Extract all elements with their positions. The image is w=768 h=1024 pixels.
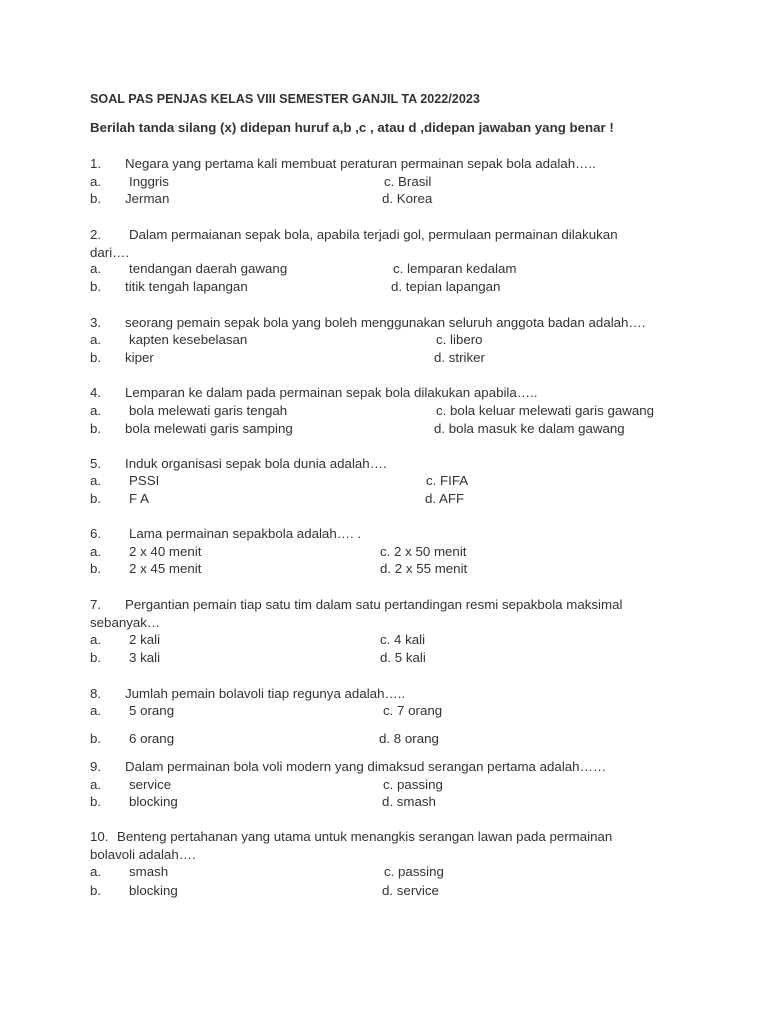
option-letter: b. [90, 883, 102, 898]
option-c[interactable] [383, 702, 442, 720]
option-d-text: d. bola masuk ke dalam gawang [434, 421, 625, 436]
option-letter: a. [90, 544, 102, 559]
option-d-text: d. Korea [382, 191, 433, 206]
option-letter: b. [90, 350, 102, 365]
option-d-text: d. smash [382, 794, 436, 809]
question-number: 4. [90, 385, 102, 400]
option-d-text: d. 5 kali [380, 650, 426, 665]
option-d-text: d. AFF [425, 491, 465, 506]
option-c-text: c. 7 orang [383, 703, 443, 718]
option-d[interactable] [425, 490, 464, 508]
option-b[interactable] [90, 490, 690, 508]
option-d[interactable] [391, 278, 500, 296]
question-7 [90, 596, 622, 631]
option-letter: b. [90, 491, 102, 506]
option-letter: b. [90, 650, 102, 665]
option-letter: a. [90, 864, 102, 879]
option-a-text: service [129, 777, 172, 792]
question-number: 3. [90, 315, 102, 330]
option-letter: b. [90, 421, 102, 436]
question-number: 7. [90, 597, 102, 612]
option-d[interactable] [379, 730, 439, 748]
question-9 [90, 758, 606, 776]
option-d[interactable] [382, 793, 436, 811]
option-a-text: smash [129, 864, 169, 879]
option-d-text: d. 8 orang [379, 731, 439, 746]
option-b-text: titik tengah lapangan [125, 279, 248, 294]
question-2 [90, 226, 618, 261]
option-d[interactable] [380, 649, 426, 667]
option-d-text: d. striker [434, 350, 485, 365]
option-letter: b. [90, 561, 102, 576]
option-d-text: d. 2 x 55 menit [380, 561, 468, 576]
option-letter: a. [90, 174, 102, 189]
option-letter: a. [90, 403, 102, 418]
question-text: Lama permainan sepakbola adalah…. . [129, 526, 362, 541]
option-a-text: PSSI [129, 473, 160, 488]
page-title: SOAL PAS PENJAS KELAS VIII SEMESTER GANJIL TA 2022/2023 [90, 92, 480, 106]
option-letter: b. [90, 191, 102, 206]
question-text: Jumlah pemain bolavoli tiap regunya adalah….. [125, 686, 406, 701]
option-b-text: blocking [129, 883, 178, 898]
option-a-text: kapten kesebelasan [129, 332, 248, 347]
question-number: 8. [90, 686, 102, 701]
option-c-text: c. passing [383, 777, 443, 792]
option-a[interactable] [90, 260, 690, 278]
option-a-text: 5 orang [129, 703, 175, 718]
question-4 [90, 384, 537, 402]
question-text: Dalam permaianan sepak bola, apabila terjadi gol, permulaan permainan dilakukan [129, 227, 618, 242]
option-b[interactable] [90, 278, 690, 296]
option-b-text: bola melewati garis samping [125, 421, 293, 436]
option-b-text: 2 x 45 menit [129, 561, 202, 576]
option-c[interactable] [384, 863, 444, 881]
question-text: Induk organisasi sepak bola dunia adalah…. [125, 456, 387, 471]
question-1 [90, 155, 596, 173]
option-letter: b. [90, 794, 102, 809]
question-number: 2. [90, 227, 102, 242]
option-a-text: tendangan daerah gawang [129, 261, 288, 276]
question-number: 10. [90, 829, 109, 844]
option-b-text: Jerman [125, 191, 170, 206]
option-c[interactable] [393, 260, 516, 278]
option-c[interactable] [383, 776, 443, 794]
question-text-continued: sebanyak… [90, 614, 161, 630]
option-d[interactable] [434, 420, 625, 438]
option-d[interactable] [382, 190, 432, 208]
option-c[interactable] [380, 543, 466, 561]
question-text: Benteng pertahanan yang utama untuk menangkis serangan lawan pada permainan [117, 829, 613, 844]
option-c[interactable] [384, 173, 431, 191]
option-c-text: c. libero [436, 332, 483, 347]
option-b-text: kiper [125, 350, 154, 365]
option-d[interactable] [380, 560, 467, 578]
question-number: 1. [90, 156, 102, 171]
question-number: 5. [90, 456, 102, 471]
option-letter: b. [90, 731, 102, 746]
question-6 [90, 525, 361, 543]
option-b[interactable] [90, 349, 690, 367]
option-c[interactable] [380, 631, 425, 649]
question-text: seorang pemain sepak bola yang boleh menggunakan seluruh anggota badan adalah…. [125, 315, 646, 330]
option-letter: a. [90, 332, 102, 347]
option-b-text: F A [129, 491, 149, 506]
option-b-text: 6 orang [129, 731, 175, 746]
question-text: Dalam permainan bola voli modern yang dimaksud serangan pertama adalah…… [125, 759, 607, 774]
option-letter: a. [90, 261, 102, 276]
option-a[interactable] [90, 331, 690, 349]
option-a[interactable] [90, 472, 690, 490]
option-b-text: blocking [129, 794, 178, 809]
option-c-text: c. Brasil [384, 174, 432, 189]
option-c-text: c. 4 kali [380, 632, 426, 647]
option-letter: a. [90, 777, 102, 792]
option-a-text: 2 x 40 menit [129, 544, 202, 559]
instruction-text: Berilah tanda silang (x) didepan huruf a,b ,c , atau d ,didepan jawaban yang benar ! [90, 120, 614, 135]
question-5 [90, 455, 387, 473]
question-8 [90, 685, 405, 703]
option-d-text: d. service [382, 883, 439, 898]
option-a-text: bola melewati garis tengah [129, 403, 288, 418]
option-c-text: c. passing [384, 864, 444, 879]
question-text: Lemparan ke dalam pada permainan sepak bola dilakukan apabila….. [125, 385, 538, 400]
option-b-text: 3 kali [129, 650, 161, 665]
option-d-text: d. tepian lapangan [391, 279, 501, 294]
option-letter: b. [90, 279, 102, 294]
option-c-text: c. lemparan kedalam [393, 261, 517, 276]
option-letter: a. [90, 703, 102, 718]
option-c-text: c. bola keluar melewati garis gawang [436, 403, 655, 418]
option-d[interactable] [382, 882, 439, 900]
option-c[interactable] [426, 472, 468, 490]
option-c[interactable] [436, 402, 654, 420]
option-c-text: c. FIFA [426, 473, 469, 488]
option-a-text: 2 kali [129, 632, 161, 647]
question-10 [90, 828, 612, 863]
question-number: 9. [90, 759, 102, 774]
question-number: 6. [90, 526, 102, 541]
option-c-text: c. 2 x 50 menit [380, 544, 467, 559]
option-a-text: Inggris [129, 174, 169, 189]
question-3 [90, 314, 645, 332]
question-text-continued: dari…. [90, 244, 130, 260]
option-c[interactable] [436, 331, 483, 349]
question-text: Negara yang pertama kali membuat peraturan permainan sepak bola adalah….. [125, 156, 596, 171]
option-d[interactable] [434, 349, 485, 367]
question-text-continued: bolavoli adalah…. [90, 846, 196, 862]
option-letter: a. [90, 632, 102, 647]
question-text: Pergantian pemain tiap satu tim dalam satu pertandingan resmi sepakbola maksimal [125, 597, 623, 612]
option-letter: a. [90, 473, 102, 488]
